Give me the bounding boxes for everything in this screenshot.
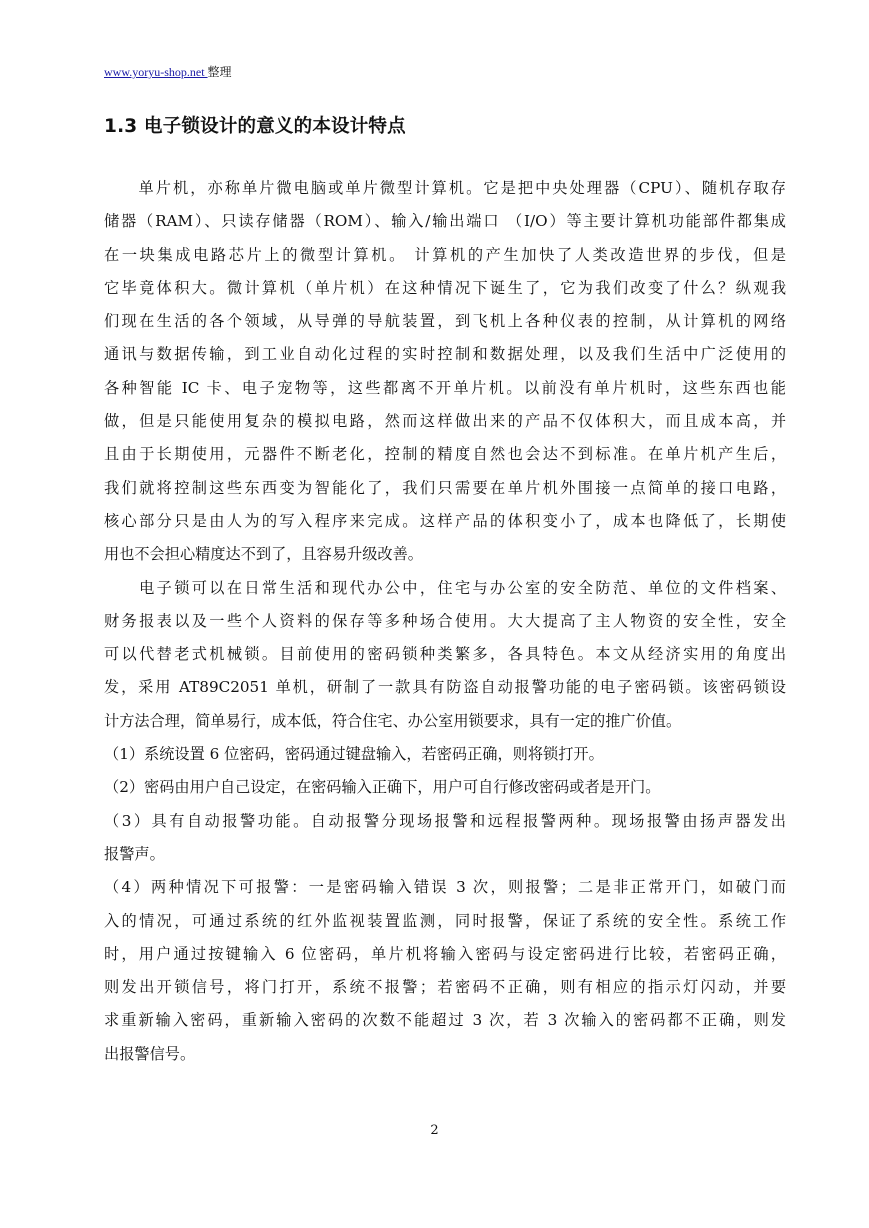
text-line: 计方法合理，简单易行，成本低，符合住宅、办公室用锁要求，具有一定的推广价值。 [104, 711, 682, 730]
text-line: 发，采用 AT89C2051 单机，研制了一款具有防盗自动报警功能的电子密码锁。该密码锁设 [104, 678, 786, 697]
text-line: 且由于长期使用，元器件不断老化，控制的精度自然也会达不到标准。在单片机产生后， [104, 445, 786, 464]
text-line: 则发出开锁信号，将门打开，系统不报警；若密码不正确，则有相应的指示灯闪动，并要 [104, 978, 786, 997]
list-item: （2）密码由用户自己设定，在密码输入正确下，用户可自行修改密码或者是开门。 [104, 778, 661, 797]
body-text [104, 172, 786, 1071]
text-line: 报警声。 [104, 844, 165, 863]
text-line: 它毕竟体积大。微计算机（单片机）在这种情况下诞生了，它为我们改变了什么？纵观我 [104, 278, 786, 297]
section-heading: 1.3 电子锁设计的意义的本设计特点 [104, 116, 406, 137]
text-line: 入的情况，可通过系统的红外监视装置监测，同时报警，保证了系统的安全性。系统工作 [104, 911, 786, 930]
list-item: （3）具有自动报警功能。自动报警分现场报警和远程报警两种。现场报警由扬声器发出 [104, 811, 786, 830]
text-line: 求重新输入密码，重新输入密码的次数不能超过 3 次，若 3 次输入的密码都不正确，则发 [104, 1011, 786, 1030]
site-link[interactable]: www.yoryu-shop.net [104, 65, 208, 79]
text-line: 我们就将控制这些东西变为智能化了，我们只需要在单片机外围接一点简单的接口电路， [104, 478, 786, 497]
text-line: 财务报表以及一些个人资料的保存等多种场合使用。大大提高了主人物资的安全性，安全 [104, 611, 786, 630]
page-number: 2 [430, 1123, 439, 1138]
text-line: 储器（RAM）、只读存储器（ROM）、输入/输出端口 （I/O）等主要计算机功能部件都集成 [104, 212, 786, 231]
text-line: 各种智能 IC 卡、电子宠物等，这些都离不开单片机。以前没有单片机时，这些东西也能 [104, 378, 786, 397]
text-line: 可以代替老式机械锁。目前使用的密码锁种类繁多，各具特色。本文从经济实用的角度出 [104, 645, 786, 664]
text-line: 单片机，亦称单片微电脑或单片微型计算机。它是把中央处理器（CPU）、随机存取存 [104, 179, 786, 197]
text-line: 用也不会担心精度达不到了，且容易升级改善。 [104, 545, 423, 564]
text-line: 通讯与数据传输，到工业自动化过程的实时控制和数据处理，以及我们生活中广泛使用的 [104, 345, 786, 364]
text-line: 电子锁可以在日常生活和现代办公中，住宅与办公室的安全防范、单位的文件档案、 [104, 578, 786, 597]
text-line: 在一块集成电路芯片上的微型计算机。 计算机的产生加快了人类改造世界的步伐，但是 [104, 245, 786, 264]
page-header [104, 64, 232, 80]
text-line: 们现在生活的各个领域，从导弹的导航装置，到飞机上各种仪表的控制，从计算机的网络 [104, 312, 786, 331]
text-line: 时，用户通过按键输入 6 位密码，单片机将输入密码与设定密码进行比较，若密码正确， [104, 944, 786, 963]
list-item: （1）系统设置 6 位密码，密码通过键盘输入，若密码正确，则将锁打开。 [104, 745, 604, 764]
list-item: （4）两种情况下可报警：一是密码输入错误 3 次，则报警；二是非正常开门，如破门而 [104, 878, 786, 897]
text-line: 做，但是只能使用复杂的模拟电路，然而这样做出来的产品不仅体积大，而且成本高，并 [104, 412, 786, 431]
header-suffix: 整理 [207, 65, 232, 79]
text-line: 核心部分只是由人为的写入程序来完成。这样产品的体积变小了，成本也降低了，长期使 [104, 511, 786, 530]
text-line: 出报警信号。 [104, 1044, 196, 1063]
